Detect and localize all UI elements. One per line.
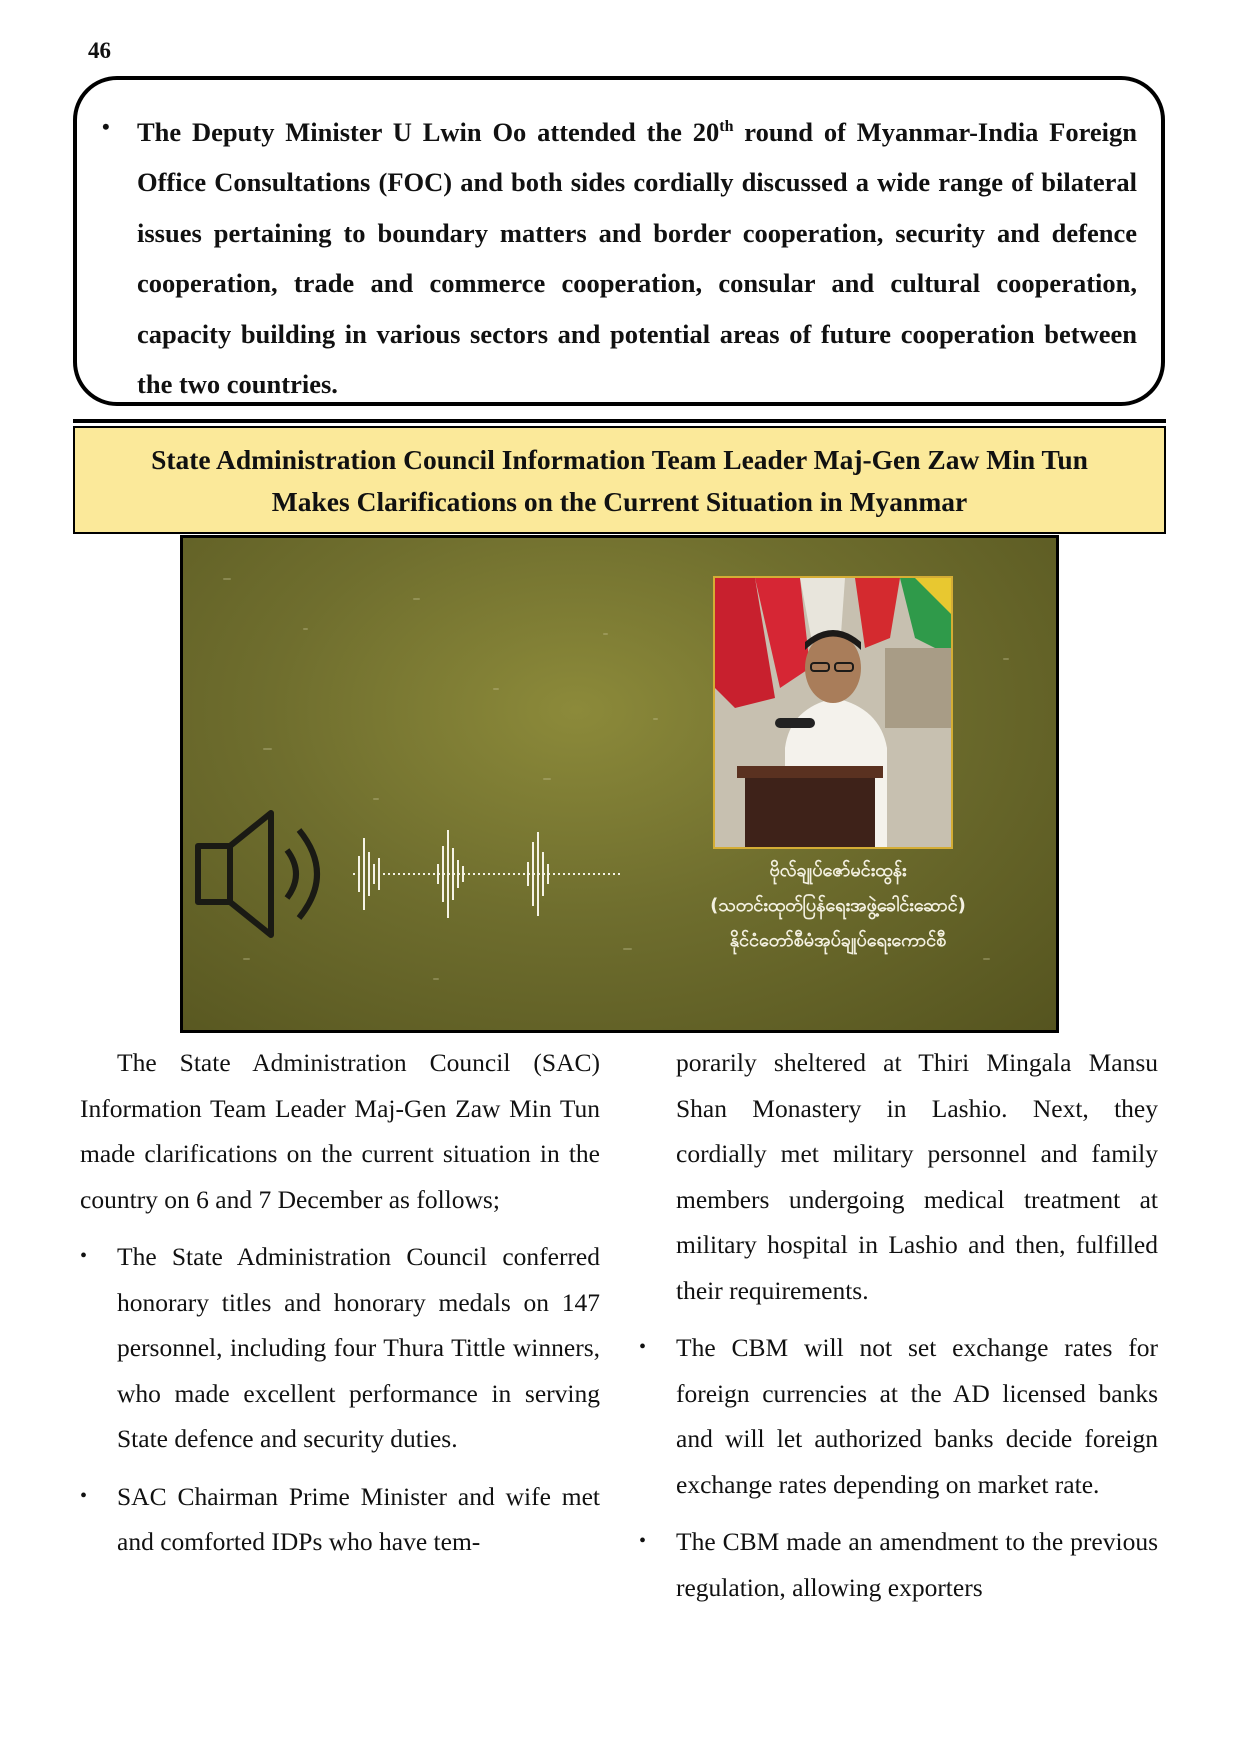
audio-waveform (353, 830, 623, 918)
photo-caption-name: ဗိုလ်ချုပ်ဇော်မင်းထွန်း (769, 860, 907, 881)
dust-speck (263, 748, 272, 750)
list-item (639, 1325, 1158, 1507)
list-item-text: The CBM made an amendment to the previous regulation, allowing exporters (676, 1527, 1158, 1602)
dust-speck (413, 598, 420, 600)
dust-speck (223, 578, 231, 580)
dust-speck (1003, 658, 1009, 660)
speaker-icon (193, 808, 663, 948)
dust-speck (603, 633, 608, 635)
list-item (639, 1519, 1158, 1610)
list-item-text: SAC Chairman Prime Minister and wife met and comforted IDPs who have tem- (117, 1481, 600, 1556)
summary-bullet-item (102, 102, 1137, 410)
right-column (639, 1040, 1158, 1610)
summary-box (73, 76, 1165, 406)
section-divider (73, 419, 1166, 423)
dust-speck (623, 948, 632, 950)
list-item (80, 1234, 600, 1462)
dust-speck (543, 778, 551, 780)
dust-speck (653, 718, 658, 720)
photo-caption-org: နိုင်ငံတော်စီမံအုပ်ချုပ်ရေးကောင်စီ (729, 930, 947, 951)
list-item (80, 1474, 600, 1565)
summary-text-start: The Deputy Minister U Lwin Oo attended the 20 (137, 116, 720, 147)
article-title-line-2: Makes Clarifications on the Current Situation in Myanmar (271, 486, 968, 517)
left-column (80, 1040, 600, 1565)
list-item-text: The State Administration Council conferred honorary titles and honorary medals on 147 personnel, including four Thura Tittle winners, who made excellent performance in serving State defence and security duties. (117, 1242, 600, 1453)
intro-paragraph: The State Administration Council (SAC) Information Team Leader Maj-Gen Zaw Min Tun made clarifications on the current situation in the country on 6 and 7 December as follows; (80, 1048, 600, 1214)
page-number: 46 (88, 38, 111, 63)
list-item-text: The CBM will not set exchange rates for foreign currencies at the AD licensed banks and will let authorized banks decide foreign exchange rates depending on market rate. (676, 1333, 1158, 1499)
speaker-portrait (713, 576, 953, 849)
dust-speck (243, 958, 250, 960)
dust-speck (303, 628, 308, 630)
photo-caption-role: (သတင်းထုတ်ပြန်ရေးအဖွဲ့ခေါင်းဆောင်) (710, 895, 966, 916)
bullet-icon: • (102, 114, 110, 139)
dust-speck (433, 978, 439, 980)
dust-speck (493, 688, 499, 690)
news-photo (180, 535, 1059, 1033)
dust-speck (983, 958, 990, 960)
article-title (73, 426, 1166, 534)
bullet-icon: • (639, 1336, 647, 1358)
bullet-icon: • (80, 1245, 88, 1267)
summary-text-end: round of Myanmar-India Foreign Office Consultations (FOC) and both sides cordially discussed a wide range of bilateral issues pertaining to boundary matters and border cooperation, security and defence cooperation, trade and commerce cooperation, consular and cultural cooperation, capacity building in various sectors and potential areas of future cooperation between the two countries. (137, 116, 1137, 400)
continued-paragraph: porarily sheltered at Thiri Mingala Mansu Shan Monastery in Lashio. Next, they cordially met military personnel and family members undergoing medical treatment at military hospital in Lashio and then, fulfilled their requirements. (676, 1048, 1158, 1305)
portrait-image (715, 578, 953, 849)
ordinal-suffix: th (719, 118, 734, 135)
dust-speck (373, 798, 379, 800)
article-title-line-1: State Administration Council Information Team Leader Maj-Gen Zaw Min Tun (151, 444, 1088, 475)
bullet-icon: • (80, 1484, 88, 1507)
bullet-icon: • (639, 1530, 647, 1552)
